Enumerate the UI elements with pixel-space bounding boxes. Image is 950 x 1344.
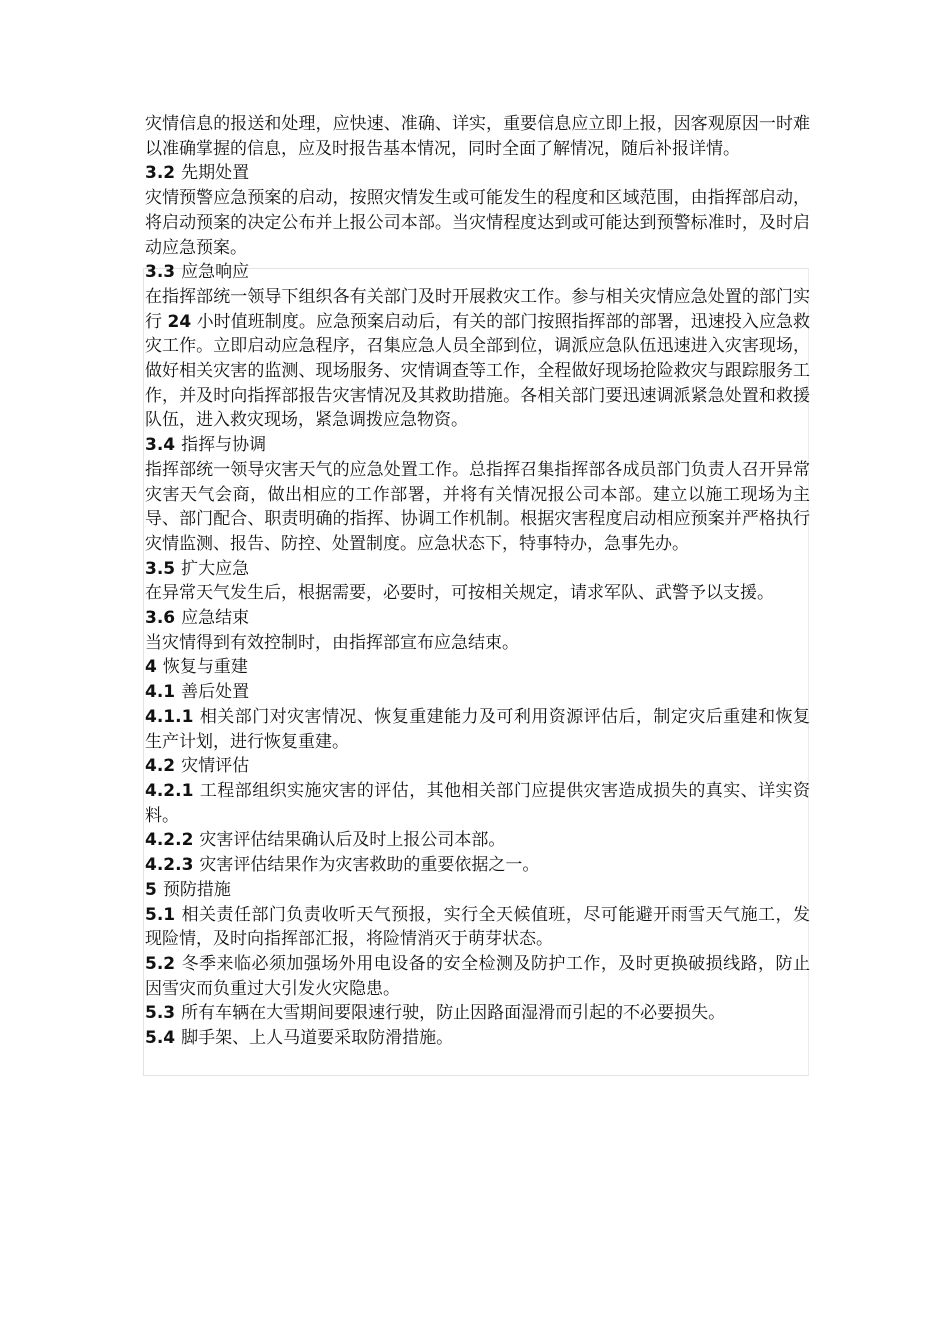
paragraph-expand: 在异常天气发生后，根据需要，必要时，可按相关规定，请求军队、武警予以支援。	[145, 583, 774, 604]
section-number: 5.3	[145, 1003, 176, 1024]
heading-5	[145, 878, 810, 903]
item-5-4	[145, 1026, 810, 1051]
paragraph-report: 灾情信息的报送和处理，应快速、准确、详实，重要信息应立即上报，因客观原因一时难以准确掌握的信息，应及时报告基本情况，同时全面了解情况，随后补报详情。	[145, 114, 810, 159]
hours-value: 24	[167, 311, 192, 332]
section-title: 先期处置	[181, 163, 250, 184]
section-number: 3.2	[145, 163, 176, 184]
item-text: 所有车辆在大雪期间要限速行驶，防止因路面湿滑而引起的不必要损失。	[181, 1003, 726, 1024]
item-text: 相关责任部门负责收听天气预报，实行全天候值班，尽可能避开雨雪天气施工，发现险情，及时向指挥部汇报，将险情消灭于萌芽状态。	[145, 904, 810, 950]
heading-3-6	[145, 606, 810, 631]
item-5-2	[145, 952, 810, 1001]
section-title: 应急结束	[181, 608, 250, 629]
item-5-1	[145, 903, 810, 952]
item-text: 灾害评估结果作为灾害救助的重要依据之一。	[199, 855, 540, 876]
item-text: 工程部组织实施灾害的评估，其他相关部门应提供灾害造成损失的真实、详实资料。	[145, 780, 810, 826]
section-number: 3.3	[145, 262, 176, 283]
item-text: 灾害评估结果确认后及时上报公司本部。	[199, 830, 506, 851]
heading-3-4	[145, 433, 810, 458]
section-number: 4.1.1	[145, 706, 194, 727]
section-title: 应急响应	[181, 262, 250, 283]
heading-4-2	[145, 754, 810, 779]
section-number: 4.2.3	[145, 855, 194, 876]
item-4-2-1	[145, 779, 810, 828]
section-number: 4.2	[145, 756, 176, 777]
section-number: 5	[145, 879, 157, 900]
item-text: 脚手架、上人马道要采取防滑措施。	[181, 1028, 454, 1049]
heading-4	[145, 655, 810, 680]
section-number: 5.2	[145, 953, 176, 974]
section-number: 4.1	[145, 682, 176, 703]
paragraph-command: 指挥部统一领导灾害天气的应急处置工作。总指挥召集指挥部各成员部门负责人召开异常灾害天气会商，做出相应的工作部署，并将有关情况报公司本部。建立以施工现场为主导、部门配合、职责明确的指挥、协调工作机制。根据灾害程度启动相应预案并严格执行灾情监测、报告、防控、处置制度。应急状态下，特事特办，急事先办。	[145, 459, 810, 554]
document-body	[145, 112, 810, 1051]
item-text: 相关部门对灾害情况、恢复重建能力及可利用资源评估后，制定灾后重建和恢复生产计划，进行恢复重建。	[145, 706, 810, 752]
section-title: 预防措施	[162, 879, 231, 900]
item-4-1-1	[145, 705, 810, 754]
heading-3-2	[145, 161, 810, 186]
section-number: 5.4	[145, 1028, 176, 1049]
section-title: 恢复与重建	[162, 657, 248, 678]
paragraph-emergency-response	[145, 285, 810, 433]
text-run: 小时值班制度。应急预案启动后，有关的部门按照指挥部的部署，迅速投入应急救灾工作。立即启动应急程序，召集应急人员全部到位，调派应急队伍迅速进入灾害现场，做好相关灾害的监测、现场服务、灾情调查等工作，全程做好现场抢险救灾与跟踪服务工作，并及时向指挥部报告灾害情况及其救助措施。各相关部门要迅速调派紧急处置和救援队伍，进入救灾现场，紧急调拨应急物资。	[145, 311, 811, 431]
section-title: 善后处置	[181, 682, 250, 703]
section-number: 5.1	[145, 904, 176, 925]
item-4-2-3	[145, 853, 810, 878]
paragraph-end: 当灾情得到有效控制时，由指挥部宣布应急结束。	[145, 632, 519, 653]
section-number: 3.4	[145, 435, 176, 456]
heading-3-3	[145, 260, 810, 285]
heading-3-5	[145, 557, 810, 582]
section-number: 4.2.2	[145, 830, 194, 851]
section-number: 3.5	[145, 558, 176, 579]
section-title: 扩大应急	[181, 558, 250, 579]
item-5-3	[145, 1001, 810, 1026]
section-title: 指挥与协调	[181, 435, 267, 456]
section-number: 3.6	[145, 608, 176, 629]
section-title: 灾情评估	[181, 756, 250, 777]
item-4-2-2	[145, 828, 810, 853]
item-text: 冬季来临必须加强场外用电设备的安全检测及防护工作，及时更换破损线路，防止因雪灾而负重过大引发火灾隐患。	[145, 953, 810, 999]
text-run: 在指挥部统一领导下组织各有关部门及时开展救灾工作。参与相关灾情应急处置的部门实行	[145, 286, 810, 332]
heading-4-1	[145, 680, 810, 705]
section-number: 4	[145, 657, 157, 678]
section-number: 4.2.1	[145, 780, 194, 801]
paragraph-initial-response: 灾情预警应急预案的启动，按照灾情发生或可能发生的程度和区域范围，由指挥部启动，将启动预案的决定公布并上报公司本部。当灾情程度达到或可能达到预警标准时，及时启动应急预案。	[145, 188, 810, 258]
